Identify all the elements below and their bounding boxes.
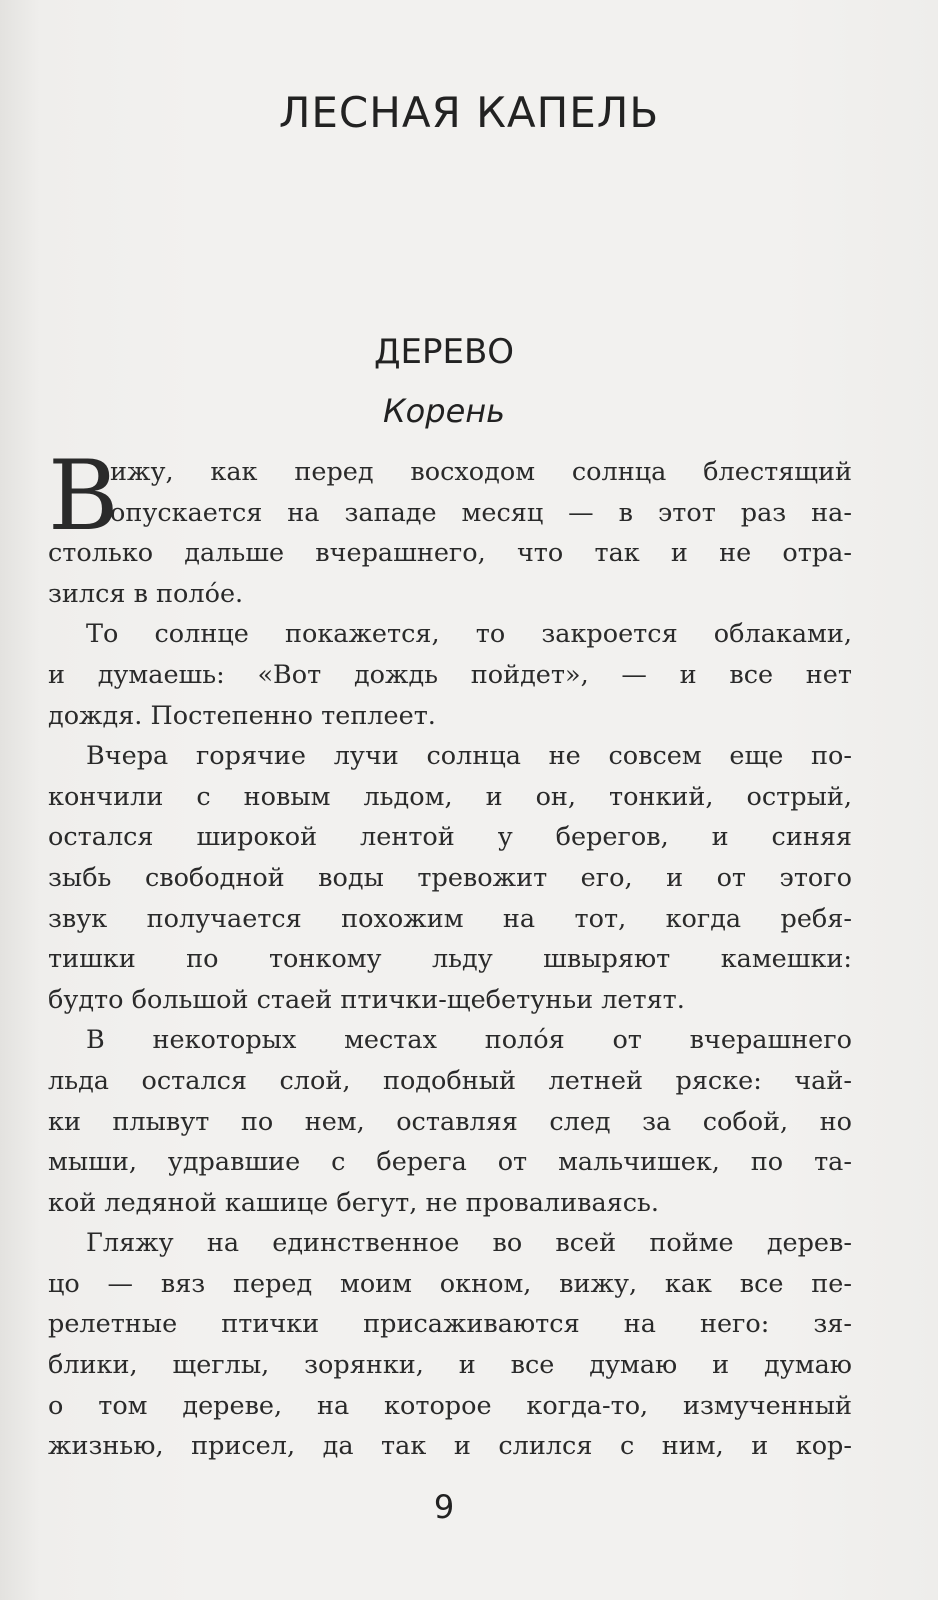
text-line: звук получается похожим на тот, когда ребя- xyxy=(48,903,852,934)
text-line: В некоторых местах полóя от вчерашнего xyxy=(86,1025,852,1056)
page-number: 9 xyxy=(433,1488,455,1526)
text-line: зыбь свободной воды тревожит его, и от этого xyxy=(48,862,852,893)
text-line: тишки по тонкому льду швыряют камешки: xyxy=(48,944,852,975)
section-title: ДЕРЕВО xyxy=(373,332,515,372)
text-line: зился в полóе. xyxy=(48,578,244,609)
text-line: ижу, как перед восходом солнца блестящий xyxy=(110,457,852,487)
text-line: о том дереве, на которое когда-то, измученный xyxy=(48,1390,852,1421)
text-line: кончили с новым льдом, и он, тонкий, острый, xyxy=(48,781,852,812)
text-line: То солнце покажется, то закроется облаками, xyxy=(86,619,852,650)
text-line: Гляжу на единственное во всей пойме дерев- xyxy=(86,1228,852,1259)
running-head: ЛЕСНАЯ КАПЕЛЬ xyxy=(278,88,660,137)
text-line: остался широкой лентой у берегов, и синяя xyxy=(48,822,852,853)
body-text xyxy=(48,452,852,1467)
text-line: ки плывут по нем, оставляя след за собой, но xyxy=(48,1106,852,1137)
text-line: дождя. Постепенно теплеет. xyxy=(48,700,436,731)
text-line: цо — вяз перед моим окном, вижу, как все пе- xyxy=(48,1268,852,1299)
text-line: столько дальше вчерашнего, что так и не отра- xyxy=(48,538,852,569)
section-subtitle: Корень xyxy=(382,392,506,430)
text-line: блики, щеглы, зорянки, и все думаю и думаю xyxy=(48,1350,852,1381)
text-line: релетные птички присаживаются на него: зя- xyxy=(48,1309,852,1340)
text-line: льда остался слой, подобный летней ряске: чай- xyxy=(48,1065,852,1096)
text-line: опускается на западе месяц — в этот раз на- xyxy=(110,497,852,528)
text-line: и думаешь: «Вот дождь пойдет», — и все нет xyxy=(48,659,852,690)
text-line: будто большой стаей птички-щебетуньи летят. xyxy=(48,984,685,1015)
text-line: кой ледяной кашице бегут, не проваливаясь. xyxy=(48,1187,660,1218)
text-line: мыши, удравшие с берега от мальчишек, по та- xyxy=(48,1147,852,1178)
text-line: жизнью, присел, да так и слился с ним, и кор- xyxy=(48,1431,852,1462)
drop-cap: В xyxy=(48,440,119,552)
text-line: Вчера горячие лучи солнца не совсем еще по- xyxy=(86,741,852,772)
